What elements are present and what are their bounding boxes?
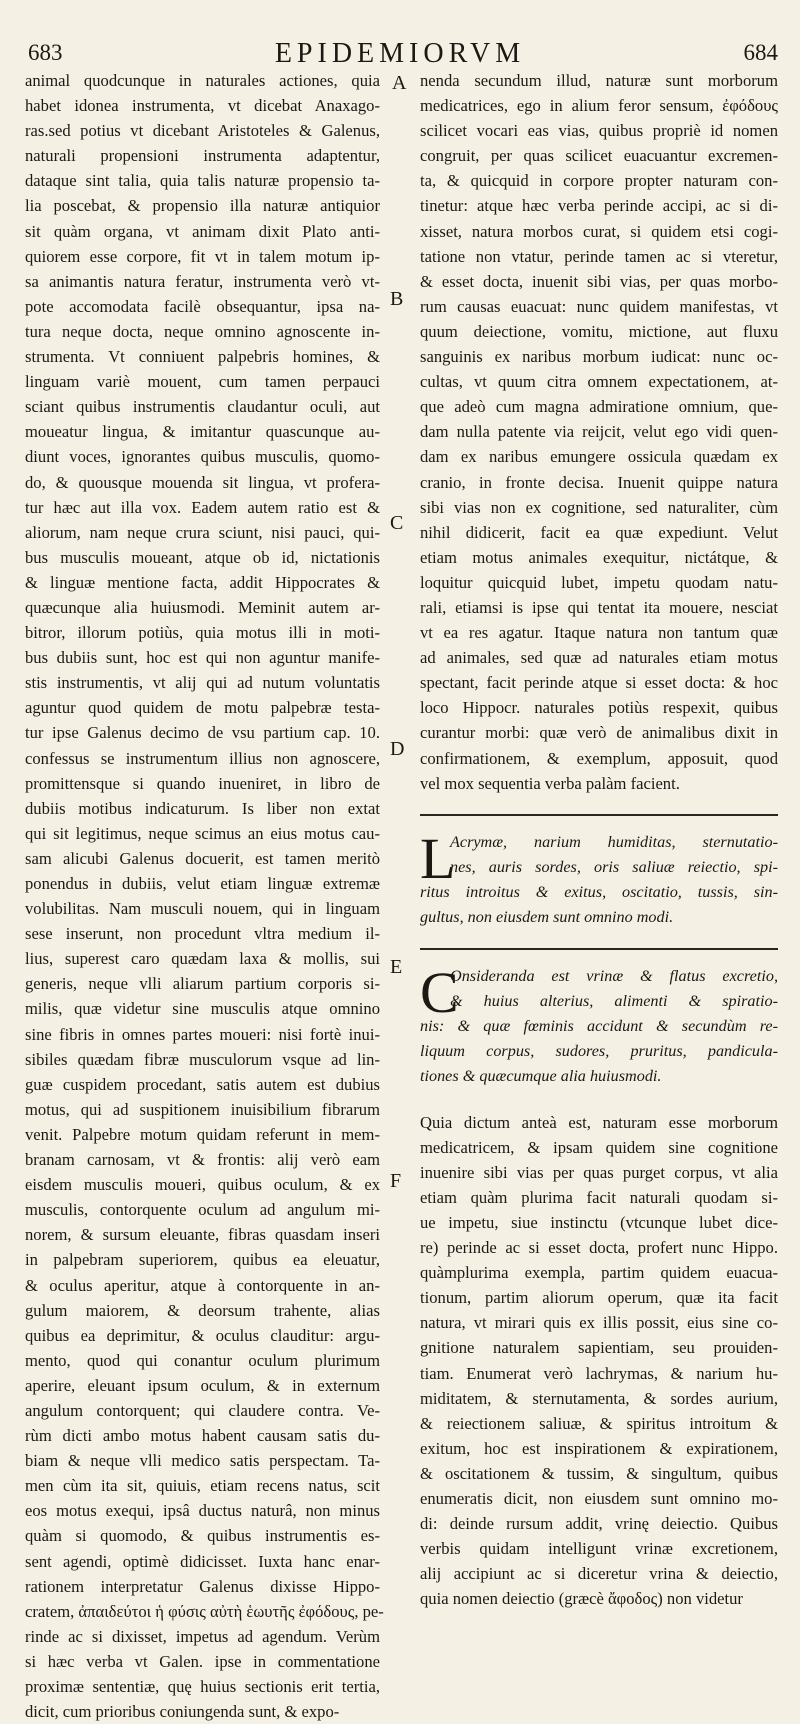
text-line: aperire, eleuant ipsum oculum, & in externum (25, 1375, 380, 1395)
text-line: scilicet vocari eas vias, quibus propriè id nomen (420, 121, 778, 141)
text-line: & oscitationem & tussim, & singultum, quibus (420, 1463, 778, 1483)
text-line: rali, etiamsi is ipse qui tentat ita mouere, nesciat (420, 597, 778, 617)
separator-bottom (420, 930, 778, 964)
text-line: men cùm ita sit, quiuis, etiam recens natus, scit (25, 1476, 380, 1496)
text-line: pote accomodata facilè obsequantur, ipsa na- (25, 296, 380, 316)
text-line: cultas, vt quum citra omnem expectationem, at- (420, 372, 778, 392)
text-line: angulum contorquent; qui claudere contra. Ve- (25, 1400, 380, 1420)
text-line: spectant, facit perinde atque si esset docta: & hoc (420, 673, 778, 693)
page-number-left: 683 (28, 40, 63, 65)
text-line: tur hæc aut illa vox. Eadem autem ratio est & (25, 497, 380, 517)
text-line: eisdem musculis moueri, quibus oculum, & ex (25, 1175, 380, 1195)
text-line: eos motus exequi, ipsâ ductus naturâ, non minus (25, 1501, 380, 1521)
text-line: medicatrices, ego in alium feror sensum, ἐφόδους (420, 96, 778, 116)
text-line: aliorum, nam neque crura sciunt, nisi pauci, qui- (25, 522, 380, 542)
horizontal-rule (420, 948, 778, 950)
text-line: mento, quod qui conantur oculum plurimum (25, 1350, 380, 1370)
text-line: confirmationem, & exemplum, apposuit, quod (420, 748, 778, 768)
text-line: sibiles quædam fibræ musculorum vsque ad lin- (25, 1049, 380, 1069)
text-line: in palpebram superiorem, quibus ea eleuatur, (25, 1250, 380, 1270)
right-column-bottom (420, 1110, 778, 1612)
margin-marker-c: C (390, 512, 404, 534)
hippocrates-text-block-2 (420, 960, 778, 1089)
running-title: EPIDEMIORVM (274, 38, 526, 69)
text-line: natura, vt mirari quis ex illis possit, eius sine co- (420, 1313, 778, 1333)
text-line: vel mox sequentia verba palàm facient. (420, 773, 680, 793)
text-line: biam & neque vlli medico satis perspectam. Ta- (25, 1451, 380, 1471)
text-line: tiam. Enumerat verò lachrymas, & narium hu- (420, 1363, 778, 1383)
text-line: que adeò cum magna admiratione omnium, que- (420, 397, 778, 417)
text-line: medicatricem, & ipsam quidem sine cognitione (420, 1137, 778, 1157)
text-line: stis instrumentis, vt alij qui ad nutum voluntatis (25, 673, 380, 693)
text-line: rum causas euacuat: nunc quidem manifestas, vt (420, 296, 778, 316)
text-line: ta, & quicquid in corpore propter naturam con- (420, 171, 778, 191)
text-line: gulum maiorem, & deorsum trahente, alias (25, 1300, 380, 1320)
text-line: branam carnosam, vt & frontis: alij verò eam (25, 1150, 380, 1170)
text-line: bus dubiis sunt, hoc est qui non aguntur manife- (25, 648, 380, 668)
text-line: di: deinde rursum addit, vrinę deiectio. Quibus (420, 1514, 778, 1534)
text-line: gultus, non eiusdem sunt omnino modi. (420, 908, 674, 926)
text-line: ras.sed potius vt dicebant Aristoteles & Galenus, (25, 121, 380, 141)
text-line: sent agendi, optimè didicisset. Iuxta hanc enar- (25, 1551, 380, 1571)
text-line: ue impetu, siue instinctu (vtcunque lubet dice- (420, 1212, 778, 1232)
text-line: & reiectionem saliuæ, & spiritus introitum & (420, 1413, 778, 1433)
text-line: tionum, partim aliorum operum, quæ ita facit (420, 1288, 778, 1308)
text-line: & huius alterius, alimenti & spiratio- (450, 992, 778, 1011)
text-line: & linguæ mentione facta, addit Hippocrates & (25, 572, 380, 592)
text-line: si hæc verba vt Galen. ipse in commentatione (25, 1651, 380, 1671)
text-line: vt ea res agatur. Itaque natura non tantum quæ (420, 623, 778, 643)
text-line: proximæ sententiæ, quę huius sectionis erit tertia, (25, 1677, 380, 1696)
right-column (420, 68, 778, 1611)
text-line: promittensque si quando inueniret, in libro de (25, 773, 380, 793)
text-line: sese inserunt, non procedunt vltra medium il- (25, 924, 380, 944)
text-line: sciant quibus instrumentis claudantur oculi, aut (25, 397, 380, 417)
text-line: aguntur quod quidem de motu palpebræ testa- (25, 698, 380, 718)
page-number-right: 684 (743, 40, 778, 65)
horizontal-rule (420, 814, 778, 816)
text-line: liquum corpus, sudores, pruritus, pandicula- (420, 1042, 778, 1061)
text-line: re) perinde ac si esset docta, profert nunc Hippo. (420, 1238, 778, 1258)
text-line: miditatem, & sternutamenta, & sordes aurium, (420, 1388, 778, 1408)
text-line: venit. Palpebre motum quidam referunt in mem- (25, 1124, 380, 1144)
text-line: tatione non vtatur, perinde tamen ac si vteretur, (420, 246, 778, 266)
drop-cap: C (420, 960, 459, 1026)
text-line: bitror, illorum potiùs, quia motus illi in moti- (25, 623, 380, 643)
text-line: guæ cuspidem procedant, satis autem est dubius (25, 1074, 380, 1094)
text-line: quàm si quomodo, & quibus instrumentis es- (25, 1526, 380, 1546)
text-line: quæcunque alia huiusmodi. Meminit autem ar- (25, 597, 380, 617)
text-line: cratem, ἀπαιδεύτοι ἡ φύσις αὐτὴ ἑωυτῆς ἐφόδους, pe- (25, 1601, 384, 1621)
text-line: C Onsideranda est vrinæ & flatus excretio, (420, 960, 778, 1026)
text-line: dicit, cum prioribus coniungenda sunt, & expo- (25, 1702, 340, 1722)
text-line: nihil didicerit, facit ea quæ expediunt. Velut (420, 522, 778, 542)
margin-marker-a: A (392, 72, 407, 94)
text-line: diunt voces, ignorantes quibus musculis, quomo- (25, 447, 380, 467)
text-line: nenda secundum illud, naturæ sunt morborum (420, 71, 778, 90)
text-line: lius, superest caro quædam laxa & mollis, sui (25, 949, 380, 969)
margin-marker-d: D (390, 738, 405, 760)
text-line: rinde ac si dixisset, impetus ad agendum. Verùm (25, 1626, 380, 1646)
text-line: inuenire sibi vias per quas purget corpus, vt alia (420, 1162, 778, 1182)
text-line: linguam variè mouent, cum tamen perpauci (25, 372, 380, 392)
text-line: gnitione naturalem sapientiam, seu prouiden- (420, 1338, 778, 1358)
text-line: tura neque docta, neque omnino agnoscente in- (25, 321, 380, 341)
margin-marker-e: E (390, 956, 403, 978)
margin-marker-b: B (390, 288, 404, 310)
text-line: curantur morbi: quæ verò de animalibus dixit in (420, 723, 778, 743)
text-line: dubiis motibus indicaturum. Is liber non extat (25, 798, 380, 818)
text-line: generis, neque vlli aliarum partium corporis si- (25, 974, 380, 994)
text-line: etiam quàm plurima facit naturali quodam si- (420, 1187, 778, 1207)
text-line: & esset docta, inuenit sibi vias, per quas morbo- (420, 271, 778, 291)
text-line: quia nomen deiectio (græcè ἄφοδος) non videtur (420, 1589, 743, 1609)
text-line: dam ex naribus emungere ossicula quædam ex (420, 447, 778, 467)
text-line: tiones & quæcumque alia huiusmodi. (420, 1067, 662, 1086)
margin-marker-f: F (390, 1170, 402, 1192)
text-line: bus musculis moueant, atque ob id, nictationis (25, 547, 380, 567)
text-line: Quia dictum anteà est, naturam esse morborum (420, 1112, 778, 1132)
text-line: congruit, per quas scilicet euacuantur excremen- (420, 146, 778, 166)
text-line: habet idonea instrumenta, vt dicebat Anaxago- (25, 96, 380, 116)
text-line: alij accipiunt ac si diceretur vrina & deiectio, (420, 1564, 778, 1584)
text-line: animal quodcunque in naturales actiones, quia (25, 71, 380, 90)
drop-cap: L (420, 825, 456, 891)
text-line: ritus introitus & exitus, oscitatio, tussis, sin- (420, 882, 778, 901)
separator-top (420, 796, 778, 830)
text-line: motus, qui ad suspitionem inuisibilium fibrarum (25, 1099, 380, 1119)
text-line: lia poscebat, & propensio illa naturæ antiquior (25, 196, 380, 216)
hippocrates-text-block-1 (420, 825, 778, 930)
text-line: volubilitas. Nam musculi nouem, qui in linguam (25, 899, 380, 919)
text-line: do, & quousque mouenda sit lingua, vt profera- (25, 472, 380, 492)
text-line: loquitur quicquid lubet, impetu quodam natu- (420, 572, 778, 592)
text-line: nis: & quæ fœminis accidunt & secundùm re- (420, 1017, 778, 1036)
text-line: ponendus in dubiis, velut etiam linguæ extremæ (25, 874, 380, 893)
text-line: verbis quidam intelligunt vrinæ excretionem, (420, 1539, 778, 1559)
text-line: xisset, natura morbos curat, si quidem etsi cogi- (420, 221, 778, 241)
text-line: sibi vias non ex cognitione, sed naturaliter, cùm (420, 497, 778, 517)
text-line: quum deiectione, vomitu, mictione, aut fluxu (420, 321, 778, 341)
text-line: nes, auris sordes, oris saliuæ reiectio, spi- (450, 857, 778, 876)
text-line: & oculus aperitur, atque à contorquente in an- (25, 1275, 380, 1295)
text-line: rationem interpretatur Galenus dixisse Hippo- (25, 1576, 380, 1596)
text-line: norem, & sursum eleuante, fibras quasdam inseri (25, 1225, 380, 1245)
text-line: cranio, in fronte decisa. Inuenit quippe natura (420, 472, 778, 492)
text-line: sanguinis ex naribus morbum iudicat: nunc oc- (420, 347, 778, 367)
text-line: quibus ea deprimitur, & oculus clauditur: argu- (25, 1325, 380, 1345)
text-line: strumenta. Vt conniuent palpebris homines, & (25, 347, 380, 367)
text-line: quàmplurima exempla, partim quidem euacua- (420, 1263, 778, 1283)
text-line: sine fibris in omnes partes moueri: nisi fortè inui- (25, 1024, 380, 1044)
left-column (25, 68, 384, 1724)
text-line: quiorem esse corpore, fit vt in talem motum ip- (25, 246, 380, 266)
text-line: loco Hippocr. naturales potiùs respexit, quibus (420, 698, 778, 718)
text-line: dataque sint talia, quia talis naturæ propensio ta- (25, 171, 380, 191)
text-line: dam nulla patente via reijcit, velut ego vidi quen- (420, 422, 778, 442)
text-line: exitum, hoc est inspirationem & expirationem, (420, 1438, 778, 1458)
text-line: rùm dicti ambo motus habent causam satis du- (25, 1426, 380, 1446)
text-line: sit quàm organa, vt animam dixit Plato anti- (25, 221, 380, 241)
text-line: naturali propensioni instrumenta adaptentur, (25, 146, 380, 166)
text-line: sam alicubi Galenus docuerit, est tamen meritò (25, 848, 380, 868)
text-line: milis, quæ videtur sine musculis atque omnino (25, 999, 380, 1019)
text-line: sa animantis natura feratur, instrumenta verò vt- (25, 271, 380, 291)
text-line: etiam motus animales exequitur, nictátque, & (420, 547, 778, 567)
text-line: tur ipse Galenus decimo de vsu partium cap. 10. (25, 723, 380, 743)
text-line: moueatur lingua, & imitantur quascunque au- (25, 422, 380, 442)
text-line: confessus se instrumentum illius non agnoscere, (25, 748, 380, 768)
right-column-top (420, 68, 778, 796)
text-line: tinetur: atque hæc verba perinde accipi, ac si di- (420, 196, 778, 216)
text-line: ad animales, sed quæ ad naturales etiam motus (420, 648, 778, 668)
text-line: qui sit legitimus, neque scimus an eius motus cau- (25, 823, 380, 843)
text-line: enumeratis dicit, non eiusdem sunt omnino mo- (420, 1488, 778, 1508)
text-line: L Acrymæ, narium humiditas, sternutatio- (420, 825, 778, 891)
text-line: musculis, contorquente oculum ad angulum mi- (25, 1200, 380, 1220)
